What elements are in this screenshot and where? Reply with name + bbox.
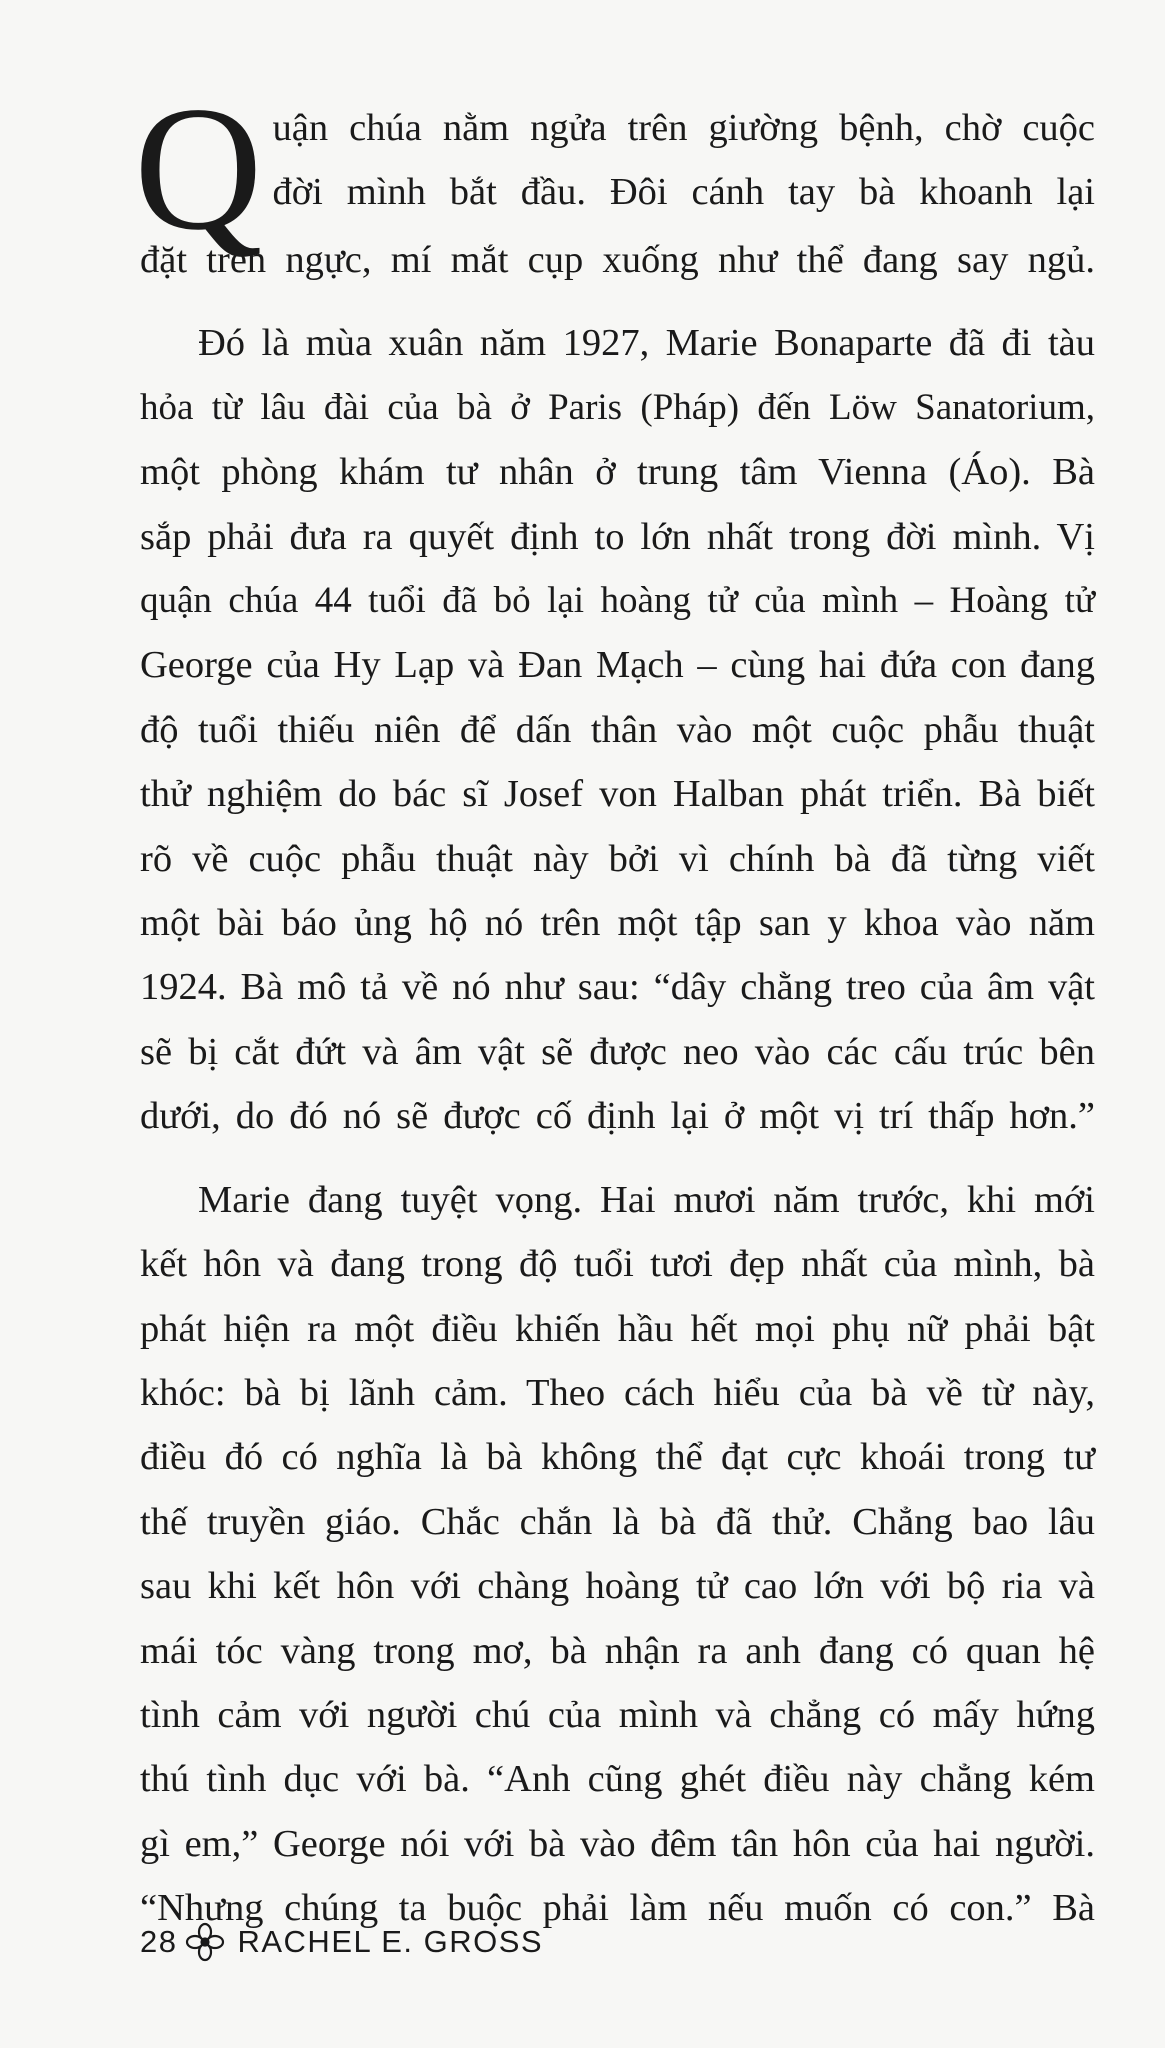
paragraph-2 bbox=[140, 311, 1095, 1148]
drop-cap: Q bbox=[134, 69, 263, 267]
text-line: khóc: bà bị lãnh cảm. Theo cách hiểu của bà về từ này, bbox=[140, 1371, 1095, 1414]
text-line: độ tuổi thiếu niên để dấn thân vào một cuộc phẫu thuật bbox=[140, 708, 1095, 751]
text-line: uận chúa nằm ngửa trên giường bệnh, chờ cuộc bbox=[272, 107, 1095, 149]
text-line: rõ về cuộc phẫu thuật này bởi vì chính bà đã từng viết bbox=[140, 837, 1095, 880]
text-line: kết hôn và đang trong độ tuổi tươi đẹp nhất của mình, bà bbox=[140, 1243, 1095, 1286]
author-name: RACHEL E. GROSS bbox=[237, 1924, 544, 1959]
text-line: sẽ bị cắt đứt và âm vật sẽ được neo vào các cấu trúc bên bbox=[140, 1030, 1095, 1073]
text-line: một bài báo ủng hộ nó trên một tập san y khoa vào năm bbox=[140, 902, 1095, 945]
text-line: “Nhưng chúng ta buộc phải làm nếu muốn có con.” Bà bbox=[140, 1887, 1095, 1930]
page-footer bbox=[140, 1922, 543, 1962]
text-line: phát hiện ra một điều khiến hầu hết mọi phụ nữ phải bật bbox=[140, 1307, 1095, 1350]
paragraph-1 bbox=[134, 69, 1095, 292]
text-line: sau khi kết hôn với chàng hoàng tử cao lớn với bộ ria và bbox=[140, 1565, 1095, 1608]
text-line: điều đó có nghĩa là bà không thể đạt cực khoái trong tư bbox=[140, 1436, 1095, 1479]
text-line: sắp phải đưa ra quyết định to lớn nhất trong đời mình. Vị bbox=[140, 515, 1095, 558]
text-line: 1924. Bà mô tả về nó như sau: “dây chằng treo của âm vật bbox=[140, 966, 1095, 1009]
text-line: một phòng khám tư nhân ở trung tâm Vienna (Áo). Bà bbox=[140, 451, 1095, 494]
text-line: Marie đang tuyệt vọng. Hai mươi năm trước, khi mới bbox=[198, 1178, 1095, 1221]
flower-ornament-icon bbox=[185, 1922, 225, 1962]
text-line: đời mình bắt đầu. Đôi cánh tay bà khoanh lại bbox=[272, 171, 1095, 214]
page-number: 28 bbox=[140, 1924, 178, 1959]
paragraph-3 bbox=[140, 1168, 1095, 1941]
text-line: đặt trên ngực, mí mắt cụp xuống như thể đang say ngủ. bbox=[140, 239, 1095, 281]
text-line: quận chúa 44 tuổi đã bỏ lại hoàng tử của mình – Hoàng tử bbox=[140, 580, 1095, 622]
text-line: hỏa từ lâu đài của bà ở Paris (Pháp) đến Löw Sanatorium, bbox=[140, 386, 1095, 428]
text-line: thử nghiệm do bác sĩ Josef von Halban phát triển. Bà biết bbox=[140, 773, 1095, 816]
text-line: thế truyền giáo. Chắc chắn là bà đã thử. Chẳng bao lâu bbox=[140, 1500, 1095, 1543]
text-line: thú tình dục với bà. “Anh cũng ghét điều này chẳng kém bbox=[140, 1758, 1095, 1801]
text-line: gì em,” George nói với bà vào đêm tân hôn của hai người. bbox=[140, 1822, 1095, 1865]
text-line: dưới, do đó nó sẽ được cố định lại ở một vị trí thấp hơn.” bbox=[140, 1095, 1095, 1138]
text-line: Đó là mùa xuân năm 1927, Marie Bonaparte đã đi tàu bbox=[198, 322, 1095, 365]
text-line: tình cảm với người chú của mình và chẳng có mấy hứng bbox=[140, 1693, 1095, 1736]
body-text bbox=[134, 69, 1095, 1941]
text-line: George của Hy Lạp và Đan Mạch – cùng hai đứa con đang bbox=[140, 644, 1095, 687]
text-line: mái tóc vàng trong mơ, bà nhận ra anh đang có quan hệ bbox=[140, 1629, 1095, 1672]
